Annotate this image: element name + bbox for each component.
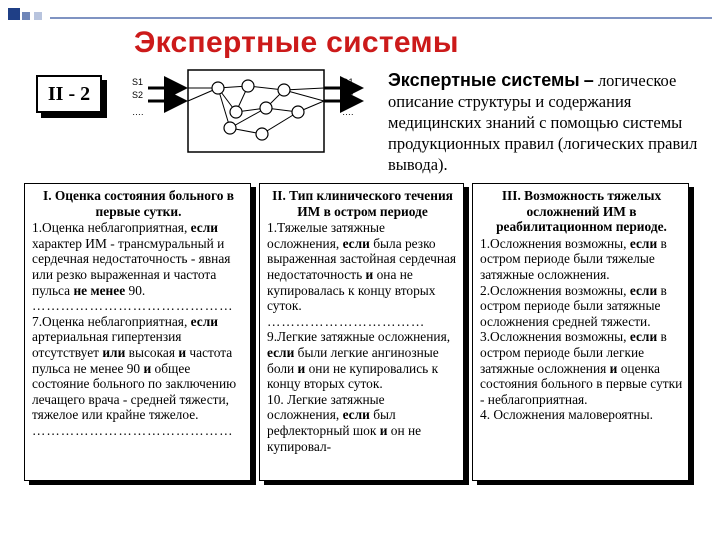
network-node [230,106,242,118]
column-body [267,220,458,454]
rule-keyword: если [629,282,658,298]
column-initial-assessment [24,183,251,481]
rule-text: 3.Осложнения возможны, [480,329,630,345]
column-body [32,220,245,438]
network-node [224,122,236,134]
column-title: II. Тип клинического течения ИМ в остром периоде [272,188,453,219]
rule-text: оценка состояния больного в первые сутки - неблагоприятная. [480,360,683,407]
rule-text: была резко выраженная застойная сердечная недостаточность [267,235,457,282]
rule-keyword: если [190,220,218,236]
rule-keyword: и [297,360,306,376]
rule-paragraph [267,329,458,391]
output-label-more: …. [342,107,354,117]
output-label-d2: D2 [342,90,354,100]
network-node [278,84,290,96]
ellipsis-separator: …………………………… [267,313,426,329]
rule-paragraph [480,283,683,330]
column-complications-possibility [472,183,689,481]
rule-paragraph [267,314,458,330]
rule-paragraph [480,329,683,407]
rule-keyword: если [342,235,370,251]
rule-text: 90. [125,282,146,298]
output-label-d1: D1 [342,77,354,87]
network-node [242,80,254,92]
network-node [256,128,268,140]
ellipsis-separator: …………………………………… [32,298,234,314]
decor-square-light [34,12,42,20]
rule-paragraph [32,314,245,423]
rule-text: 1.Осложнения возможны, [480,235,630,251]
rule-keyword: и [379,422,388,438]
column-clinical-course [259,183,464,481]
rule-text: 1.Оценка неблагоприятная, [32,220,191,236]
decor-square-dark [8,8,20,20]
input-label-s1: S1 [132,77,144,87]
rule-paragraph [267,220,458,314]
network-node [292,106,304,118]
ellipsis-separator: …………………………………… [32,422,234,438]
rule-text: 4. Осложнения маловероятны. [480,407,653,423]
rule-text: он не купировал- [267,422,422,454]
rule-text: они не купировались к концу вторых суток. [267,360,439,392]
expert-system-diagram [126,68,376,160]
rule-text: артериальная гипертензия отсутствует [32,329,182,360]
rule-text: 10. Легкие затяжные осложнения, [267,391,385,423]
input-label-more: …. [132,107,144,117]
rule-keyword: если [629,235,658,251]
rule-text: в остром периоде были затяжные осложнения средней тяжести. [480,282,667,329]
rule-text: 7.Оценка неблагоприятная, [32,313,191,329]
rule-text: в остром периоде были тяжелые затяжные осложнения. [480,235,667,282]
rule-keyword: и [178,344,187,360]
definition-dash: – [583,70,594,90]
column-title: I. Оценка состояния больного в первые сутки. [42,188,234,219]
definition-text [388,70,706,175]
rule-text: был рефлекторный шок [267,407,396,438]
rule-text: были легкие ангинозные боли [267,344,439,376]
network-node [212,82,224,94]
decor-top-line [50,17,712,19]
rule-text: в остром периоде были легкие затяжные осложнения [480,329,667,376]
column-body [480,236,683,423]
rule-keyword: если [342,407,370,423]
section-badge: II - 2 [36,75,102,113]
definition-body: логическое описание структуры и содержания медицинских знаний с помощью системы продукционных правил (логических правил вывода). [388,71,698,174]
rule-text: частота пульса не менее 90 [32,344,233,376]
rule-paragraph [32,423,245,439]
rule-paragraph [480,236,683,283]
rule-paragraph [267,392,458,454]
rule-paragraph [480,407,683,423]
rule-text: высокая [125,344,179,360]
rule-keyword: или [102,344,126,360]
network-node [260,102,272,114]
input-label-s2: S2 [132,90,144,100]
rule-text: общее состояние больного по заключению лечащего врача - средней тяжести, тяжелое или крайне тяжелое. [32,360,237,423]
rule-keyword: и [609,360,618,376]
rule-keyword: и [365,266,374,282]
rule-paragraph [32,220,245,298]
rule-text: 2.Осложнения возможны, [480,282,630,298]
decor-square-mid [22,12,30,20]
rule-text: 9.Легкие затяжные осложнения, [267,329,451,345]
rule-keyword: и [143,360,152,376]
rule-text: характер ИМ - трансмуральный и сердечная недостаточность - явная или резко выраженная и частота пульса [32,235,231,298]
rule-keyword: если [629,329,658,345]
rule-keyword: если [267,344,295,360]
rule-paragraph [32,298,245,314]
rule-keyword: если [190,313,218,329]
slide-title: Экспертные системы [134,26,459,59]
rule-text: 1.Тяжелые затяжные осложнения, [267,220,385,251]
rule-keyword: не менее [73,282,126,298]
rule-text: она не купировалась к концу вторых суток. [267,266,436,314]
definition-term: Экспертные системы [388,70,580,90]
column-title: III. Возможность тяжелых осложнений ИМ в реабилитационном периоде. [496,188,667,235]
